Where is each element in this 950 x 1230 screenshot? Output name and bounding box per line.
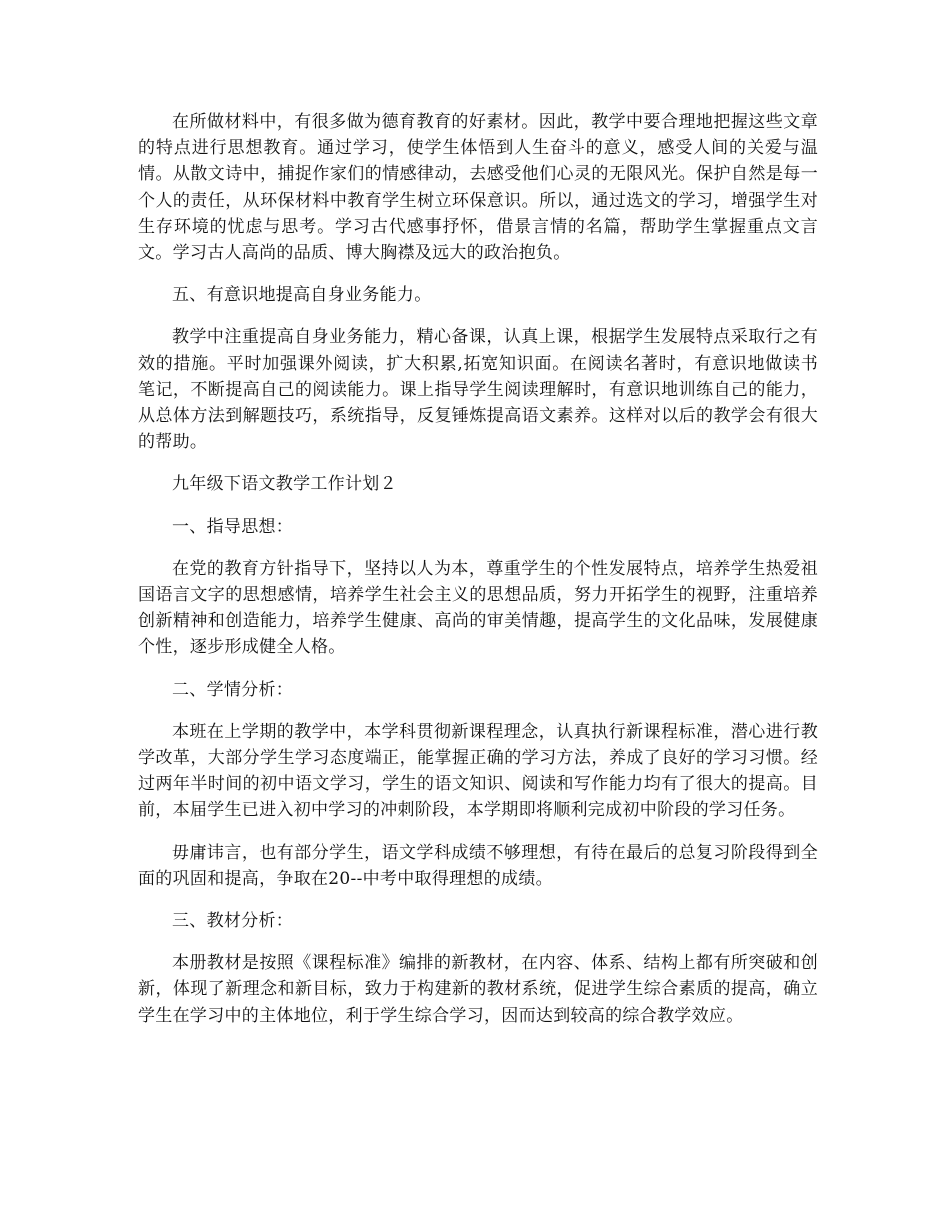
paragraph-guiding-thought: 在党的教育方针指导下，坚持以人为本，尊重学生的个性发展特点，培养学生热爱祖国语言文字的思想感情，培养学生社会主义的思想品质，努力开拓学生的视野，注重培养创新精神和创造能力，培养学生健康、高尚的审美情趣，提高学生的文化品味，发展健康个性，逐步形成健全人格。 bbox=[138, 558, 818, 658]
paragraph-moral-education: 在所做材料中，有很多做为德育教育的好素材。因此，教学中要合理地把握这些文章的特点进行思想教育。通过学习，使学生体悟到人生奋斗的意义，感受人间的关爱与温情。从散文诗中，捕捉作家们的情感律动，去感受他们心灵的无限风光。保护自然是每一个人的责任，从环保材料中教育学生树立环保意识。所以，通过选文的学习，增强学生对生存环境的忧虑与思考。学习古代感事抒怀，借景言情的名篇，帮助学生掌握重点文言文。学习古人高尚的品质、博大胸襟及远大的政治抱负。 bbox=[138, 112, 818, 264]
heading-guiding-thought: 一、指导思想： bbox=[172, 516, 294, 537]
paragraph-textbook-analysis: 本册教材是按照《课程标准》编排的新教材，在内容、体系、结构上都有所突破和创新，体现了新理念和新目标，致力于构建新的教材系统，促进学生综合素质的提高，确立学生在学习中的主体地位，利于学生综合学习，因而达到较高的综合教学效应。 bbox=[138, 953, 818, 1026]
document-title: 九年级下语文教学工作计划２ bbox=[172, 474, 397, 495]
document-page bbox=[138, 109, 818, 1045]
heading-textbook-analysis: 三、教材分析： bbox=[172, 911, 294, 932]
heading-student-analysis: 二、学情分析： bbox=[172, 679, 294, 700]
paragraph-student-analysis: 本班在上学期的教学中，本学科贯彻新课程理念，认真执行新课程标准，潜心进行教学改革，大部分学生学习态度端正，能掌握正确的学习方法，养成了良好的学习习惯。经过两年半时间的初中语文学习，学生的语文知识、阅读和写作能力均有了很大的提高。目前，本届学生已进入初中学习的冲刺阶段，本学期即将顺利完成初中阶段的学习任务。 bbox=[138, 721, 818, 821]
paragraph-student-weakness: 毋庸讳言，也有部分学生，语文学科成绩不够理想，有待在最后的总复习阶段得到全面的巩固和提高，争取在20--中考中取得理想的成绩。 bbox=[138, 842, 818, 889]
paragraph-professional-ability: 教学中注重提高自身业务能力，精心备课，认真上课，根据学生发展特点采取行之有效的措施。平时加强课外阅读，扩大积累,拓宽知识面。在阅读名著时，有意识地做读书笔记，不断提高自己的阅读能力。课上指导学生阅读理解时，有意识地训练自己的能力，从总体方法到解题技巧，系统指导，反复锤炼提高语文素养。这样对以后的教学会有很大的帮助。 bbox=[138, 327, 818, 453]
heading-section-five: 五、有意识地提高自身业务能力。 bbox=[172, 285, 432, 306]
